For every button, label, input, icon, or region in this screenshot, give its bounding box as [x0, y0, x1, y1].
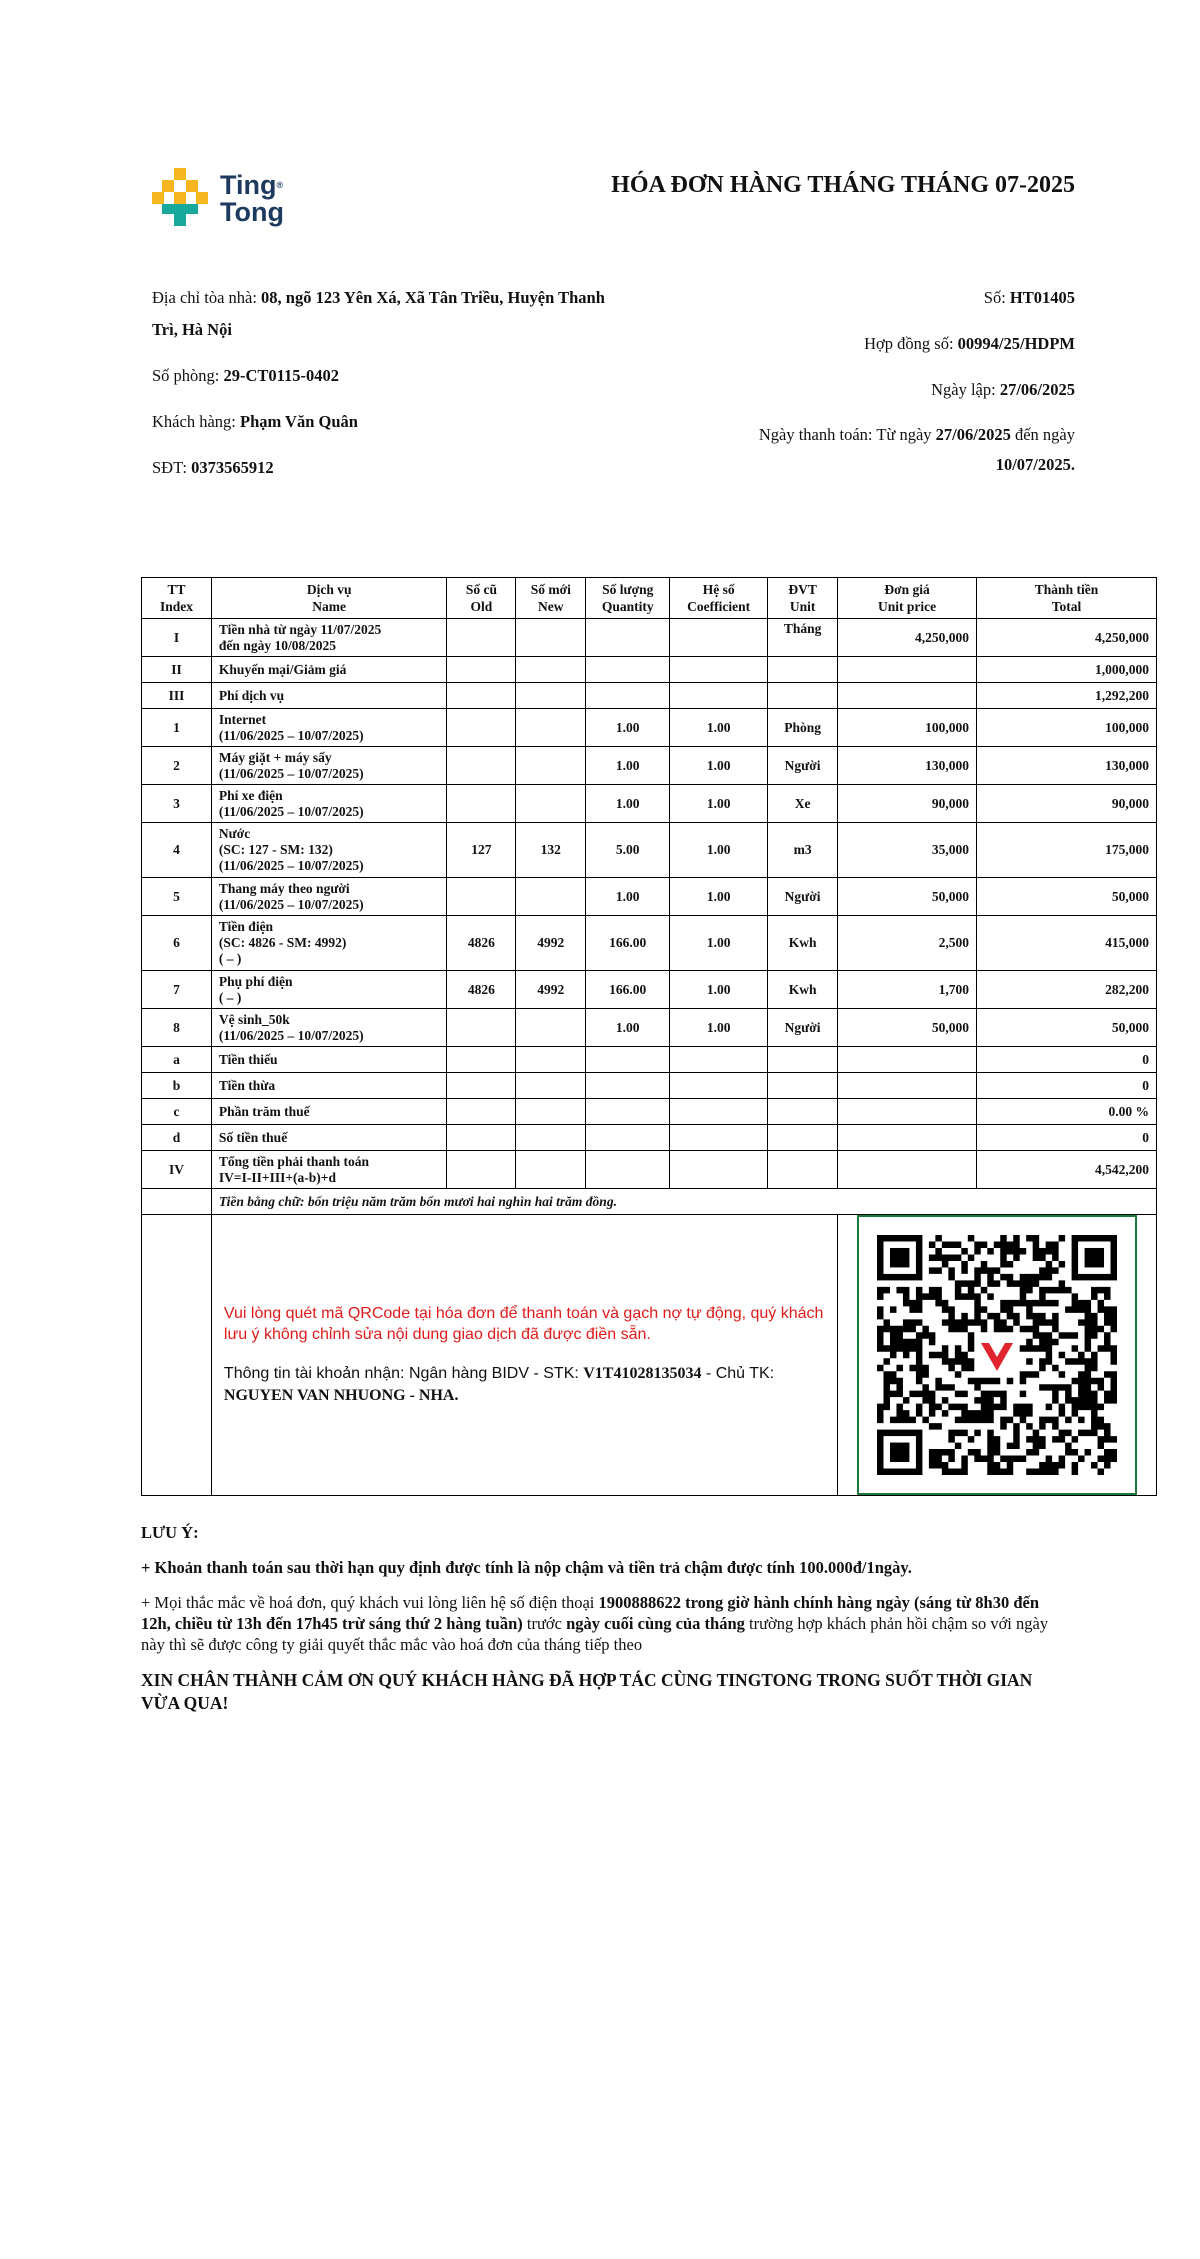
row-index: d — [142, 1125, 212, 1151]
row-new-reading: 4992 — [516, 916, 586, 971]
invoice-meta — [555, 282, 1075, 480]
row-index: II — [142, 657, 212, 683]
row-unit — [768, 683, 838, 709]
row-index: b — [142, 1073, 212, 1099]
row-old-reading — [447, 683, 516, 709]
table-row — [142, 747, 1157, 785]
row-old-reading — [447, 619, 516, 657]
row-unit-price: 35,000 — [838, 823, 977, 878]
row-quantity — [586, 683, 670, 709]
invoice-title: HÓA ĐƠN HÀNG THÁNG THÁNG 07-2025 — [611, 172, 1075, 198]
header-unit-price: Đơn giá Unit price — [838, 578, 977, 619]
row-quantity: 1.00 — [586, 747, 670, 785]
row-unit-price: 90,000 — [838, 785, 977, 823]
room-number: Số phòng: 29-CT0115-0402 — [152, 366, 340, 385]
row-quantity — [586, 1099, 670, 1125]
row-service-name: Vệ sinh_50k (11/06/2025 – 10/07/2025) — [211, 1009, 447, 1047]
thank-you-note: XIN CHÂN THÀNH CẢM ƠN QUÝ KHÁCH HÀNG ĐÃ HỢP TÁC CÙNG TINGTONG TRONG SUỐT THỜI GIAN VỪA QUA! — [141, 1670, 1033, 1713]
row-unit — [768, 1151, 838, 1189]
row-old-reading: 4826 — [447, 971, 516, 1009]
row-service-name: Tiền thiếu — [211, 1047, 447, 1073]
row-index: III — [142, 683, 212, 709]
row-total: 0 — [977, 1125, 1157, 1151]
header-name: Dịch vụ Name — [211, 578, 447, 619]
row-new-reading — [516, 1073, 586, 1099]
row-quantity — [586, 657, 670, 683]
row-quantity: 1.00 — [586, 1009, 670, 1047]
row-old-reading — [447, 878, 516, 916]
row-old-reading — [447, 1125, 516, 1151]
table-row — [142, 1099, 1157, 1125]
row-new-reading — [516, 878, 586, 916]
row-service-name: Phụ phí điện ( – ) — [211, 971, 447, 1009]
contract-number: Hợp đồng số: 00994/25/HDPM — [864, 334, 1075, 353]
row-unit: Kwh — [768, 971, 838, 1009]
row-total: 4,542,200 — [977, 1151, 1157, 1189]
row-old-reading — [447, 657, 516, 683]
row-index: 6 — [142, 916, 212, 971]
table-row — [142, 1073, 1157, 1099]
notes-section — [141, 1522, 1061, 1729]
row-service-name: Khuyến mại/Giảm giá — [211, 657, 447, 683]
row-index: c — [142, 1099, 212, 1125]
row-new-reading — [516, 709, 586, 747]
row-unit-price — [838, 1151, 977, 1189]
qr-finder-pattern — [1072, 1235, 1117, 1280]
row-quantity: 1.00 — [586, 785, 670, 823]
row-service-name: Số tiền thuế — [211, 1125, 447, 1151]
row-old-reading — [447, 747, 516, 785]
row-quantity — [586, 1151, 670, 1189]
row-unit — [768, 1099, 838, 1125]
row-coefficient: 1.00 — [670, 823, 768, 878]
row-coefficient: 1.00 — [670, 878, 768, 916]
table-row — [142, 1125, 1157, 1151]
table-row — [142, 785, 1157, 823]
row-unit-price: 130,000 — [838, 747, 977, 785]
table-row — [142, 619, 1157, 657]
row-total: 130,000 — [977, 747, 1157, 785]
row-index: 1 — [142, 709, 212, 747]
row-unit-price — [838, 683, 977, 709]
invoice-number: Số: HT01405 — [983, 288, 1075, 307]
row-coefficient — [670, 657, 768, 683]
table-row — [142, 1009, 1157, 1047]
row-service-name: Máy giặt + máy sấy (11/06/2025 – 10/07/2025) — [211, 747, 447, 785]
row-total: 282,200 — [977, 971, 1157, 1009]
row-coefficient — [670, 619, 768, 657]
row-coefficient — [670, 1125, 768, 1151]
row-total: 0 — [977, 1073, 1157, 1099]
row-index: a — [142, 1047, 212, 1073]
row-total: 1,000,000 — [977, 657, 1157, 683]
table-row — [142, 1047, 1157, 1073]
row-old-reading: 4826 — [447, 916, 516, 971]
row-index: I — [142, 619, 212, 657]
row-unit-price — [838, 657, 977, 683]
row-unit — [768, 1125, 838, 1151]
row-total: 50,000 — [977, 1009, 1157, 1047]
row-index: IV — [142, 1151, 212, 1189]
row-total: 50,000 — [977, 878, 1157, 916]
row-quantity — [586, 1047, 670, 1073]
row-service-name: Nước (SC: 127 - SM: 132) (11/06/2025 – 10/07/2025) — [211, 823, 447, 878]
row-total: 90,000 — [977, 785, 1157, 823]
row-new-reading — [516, 657, 586, 683]
row-unit-price — [838, 1125, 977, 1151]
row-quantity — [586, 619, 670, 657]
amount-in-words-row — [142, 1189, 1157, 1215]
table-row — [142, 823, 1157, 878]
contact-note: + Mọi thắc mắc về hoá đơn, quý khách vui lòng liên hệ số điện thoại 1900888622 trong giờ hành chính hàng ngày (sáng từ 8h30 đến 12h, chiều từ 13h đến 17h45 trừ sáng thứ 2 hàng tuần) trước ngày cuối cùng của tháng trường hợp khách phản hồi chậm so với ngày này thì sẽ được công ty giải quyết thắc mắc vào hoá đơn của tháng tiếp theo — [141, 1593, 1049, 1654]
row-coefficient: 1.00 — [670, 709, 768, 747]
qr-finder-pattern — [877, 1235, 922, 1280]
issue-date: Ngày lập: 27/06/2025 — [931, 380, 1075, 399]
row-old-reading — [447, 1009, 516, 1047]
payment-info — [211, 1215, 837, 1496]
row-unit: Phòng — [768, 709, 838, 747]
table-row — [142, 971, 1157, 1009]
qr-code-icon[interactable] — [857, 1215, 1137, 1495]
tingtong-logo — [152, 168, 302, 230]
row-quantity: 1.00 — [586, 709, 670, 747]
row-coefficient — [670, 683, 768, 709]
row-service-name: Tổng tiền phải thanh toán IV=I-II+III+(a-b)+d — [211, 1151, 447, 1189]
table-row — [142, 1151, 1157, 1189]
building-address: Địa chỉ tòa nhà: 08, ngõ 123 Yên Xá, Xã Tân Triều, Huyện Thanh Trì, Hà Nội — [152, 288, 605, 339]
row-new-reading — [516, 1125, 586, 1151]
row-unit: m3 — [768, 823, 838, 878]
row-unit: Người — [768, 1009, 838, 1047]
header-new: Số mới New — [516, 578, 586, 619]
customer-name: Khách hàng: Phạm Văn Quân — [152, 412, 358, 431]
row-unit — [768, 657, 838, 683]
header-unit: ĐVT Unit — [768, 578, 838, 619]
row-new-reading — [516, 683, 586, 709]
row-unit-price: 2,500 — [838, 916, 977, 971]
payment-period: Ngày thanh toán: Từ ngày 27/06/2025 đến ngày 10/07/2025. — [758, 425, 1075, 474]
row-old-reading — [447, 1151, 516, 1189]
row-unit: Kwh — [768, 916, 838, 971]
table-row — [142, 683, 1157, 709]
bank-account-info: Thông tin tài khoản nhận: Ngân hàng BIDV - STK: V1T41028135034 - Chủ TK: NGUYEN VAN NHUONG - NHA. — [223, 1365, 775, 1404]
row-total: 0.00 % — [977, 1099, 1157, 1125]
header-total: Thành tiền Total — [977, 578, 1157, 619]
row-old-reading — [447, 1073, 516, 1099]
row-service-name: Tiền thừa — [211, 1073, 447, 1099]
row-service-name: Phần trăm thuế — [211, 1099, 447, 1125]
row-unit: Xe — [768, 785, 838, 823]
row-unit-price: 50,000 — [838, 878, 977, 916]
row-coefficient: 1.00 — [670, 916, 768, 971]
qr-payment-note: Vui lòng quét mã QRCode tại hóa đơn để thanh toán và gạch nợ tự động, quý khách lưu ý không chỉnh sửa nội dung giao dịch đã được điền sẵn. — [223, 1305, 824, 1343]
row-old-reading — [447, 785, 516, 823]
qr-finder-pattern — [877, 1430, 922, 1475]
row-unit — [768, 1047, 838, 1073]
row-new-reading: 132 — [516, 823, 586, 878]
row-index: 7 — [142, 971, 212, 1009]
row-total: 0 — [977, 1047, 1157, 1073]
row-unit-price — [838, 1047, 977, 1073]
row-index: 3 — [142, 785, 212, 823]
row-unit-price: 50,000 — [838, 1009, 977, 1047]
row-quantity: 166.00 — [586, 971, 670, 1009]
row-service-name: Tiền điện (SC: 4826 - SM: 4992) ( – ) — [211, 916, 447, 971]
table-row — [142, 878, 1157, 916]
row-service-name: Phí dịch vụ — [211, 683, 447, 709]
row-index: 8 — [142, 1009, 212, 1047]
row-new-reading — [516, 1099, 586, 1125]
row-total: 4,250,000 — [977, 619, 1157, 657]
row-total: 415,000 — [977, 916, 1157, 971]
row-old-reading — [447, 1047, 516, 1073]
row-coefficient — [670, 1099, 768, 1125]
table-row — [142, 657, 1157, 683]
row-unit — [768, 1073, 838, 1099]
row-coefficient: 1.00 — [670, 971, 768, 1009]
table-header-row — [142, 578, 1157, 619]
customer-info — [152, 282, 612, 484]
header-coefficient: Hệ số Coefficient — [670, 578, 768, 619]
row-service-name: Thang máy theo người (11/06/2025 – 10/07/2025) — [211, 878, 447, 916]
qr-cell — [838, 1215, 1157, 1496]
row-coefficient: 1.00 — [670, 785, 768, 823]
header-quantity: Số lượng Quantity — [586, 578, 670, 619]
row-new-reading — [516, 747, 586, 785]
row-unit-price: 100,000 — [838, 709, 977, 747]
notes-heading: LƯU Ý: — [141, 1523, 199, 1542]
brand-name: Ting® Tong — [220, 170, 284, 227]
row-new-reading — [516, 1151, 586, 1189]
row-service-name: Phí xe điện (11/06/2025 – 10/07/2025) — [211, 785, 447, 823]
row-quantity: 166.00 — [586, 916, 670, 971]
row-unit: Tháng — [768, 619, 838, 657]
row-quantity — [586, 1073, 670, 1099]
row-quantity: 5.00 — [586, 823, 670, 878]
row-old-reading — [447, 1099, 516, 1125]
bill-table-body — [142, 619, 1157, 1189]
bill-table — [141, 577, 1157, 1496]
row-service-name: Tiền nhà từ ngày 11/07/2025 đến ngày 10/08/2025 — [211, 619, 447, 657]
row-quantity: 1.00 — [586, 878, 670, 916]
row-index: 5 — [142, 878, 212, 916]
row-unit-price: 1,700 — [838, 971, 977, 1009]
row-service-name: Internet (11/06/2025 – 10/07/2025) — [211, 709, 447, 747]
table-row — [142, 916, 1157, 971]
customer-phone: SĐT: 0373565912 — [152, 458, 274, 477]
row-coefficient: 1.00 — [670, 747, 768, 785]
payment-row — [142, 1215, 1157, 1496]
row-coefficient — [670, 1151, 768, 1189]
row-coefficient — [670, 1073, 768, 1099]
row-new-reading — [516, 1009, 586, 1047]
row-unit: Người — [768, 878, 838, 916]
row-quantity — [586, 1125, 670, 1151]
row-unit-price: 4,250,000 — [838, 619, 977, 657]
late-payment-note: + Khoản thanh toán sau thời hạn quy định được tính là nộp chậm và tiền trả chậm được tính 100.000đ/1ngày. — [141, 1558, 912, 1577]
row-total: 175,000 — [977, 823, 1157, 878]
row-old-reading: 127 — [447, 823, 516, 878]
row-unit: Người — [768, 747, 838, 785]
row-coefficient: 1.00 — [670, 1009, 768, 1047]
row-unit-price — [838, 1099, 977, 1125]
row-index: 4 — [142, 823, 212, 878]
row-total: 1,292,200 — [977, 683, 1157, 709]
row-index: 2 — [142, 747, 212, 785]
tingtong-logo-icon — [152, 168, 214, 230]
table-row — [142, 709, 1157, 747]
header-index: TT Index — [142, 578, 212, 619]
row-unit-price — [838, 1073, 977, 1099]
header-old: Số cũ Old — [447, 578, 516, 619]
row-new-reading — [516, 619, 586, 657]
row-new-reading: 4992 — [516, 971, 586, 1009]
amount-in-words: Tiền bằng chữ: bốn triệu năm trăm bốn mươi hai nghìn hai trăm đồng. — [211, 1189, 1156, 1215]
row-total: 100,000 — [977, 709, 1157, 747]
row-new-reading — [516, 1047, 586, 1073]
row-old-reading — [447, 709, 516, 747]
row-new-reading — [516, 785, 586, 823]
row-coefficient — [670, 1047, 768, 1073]
